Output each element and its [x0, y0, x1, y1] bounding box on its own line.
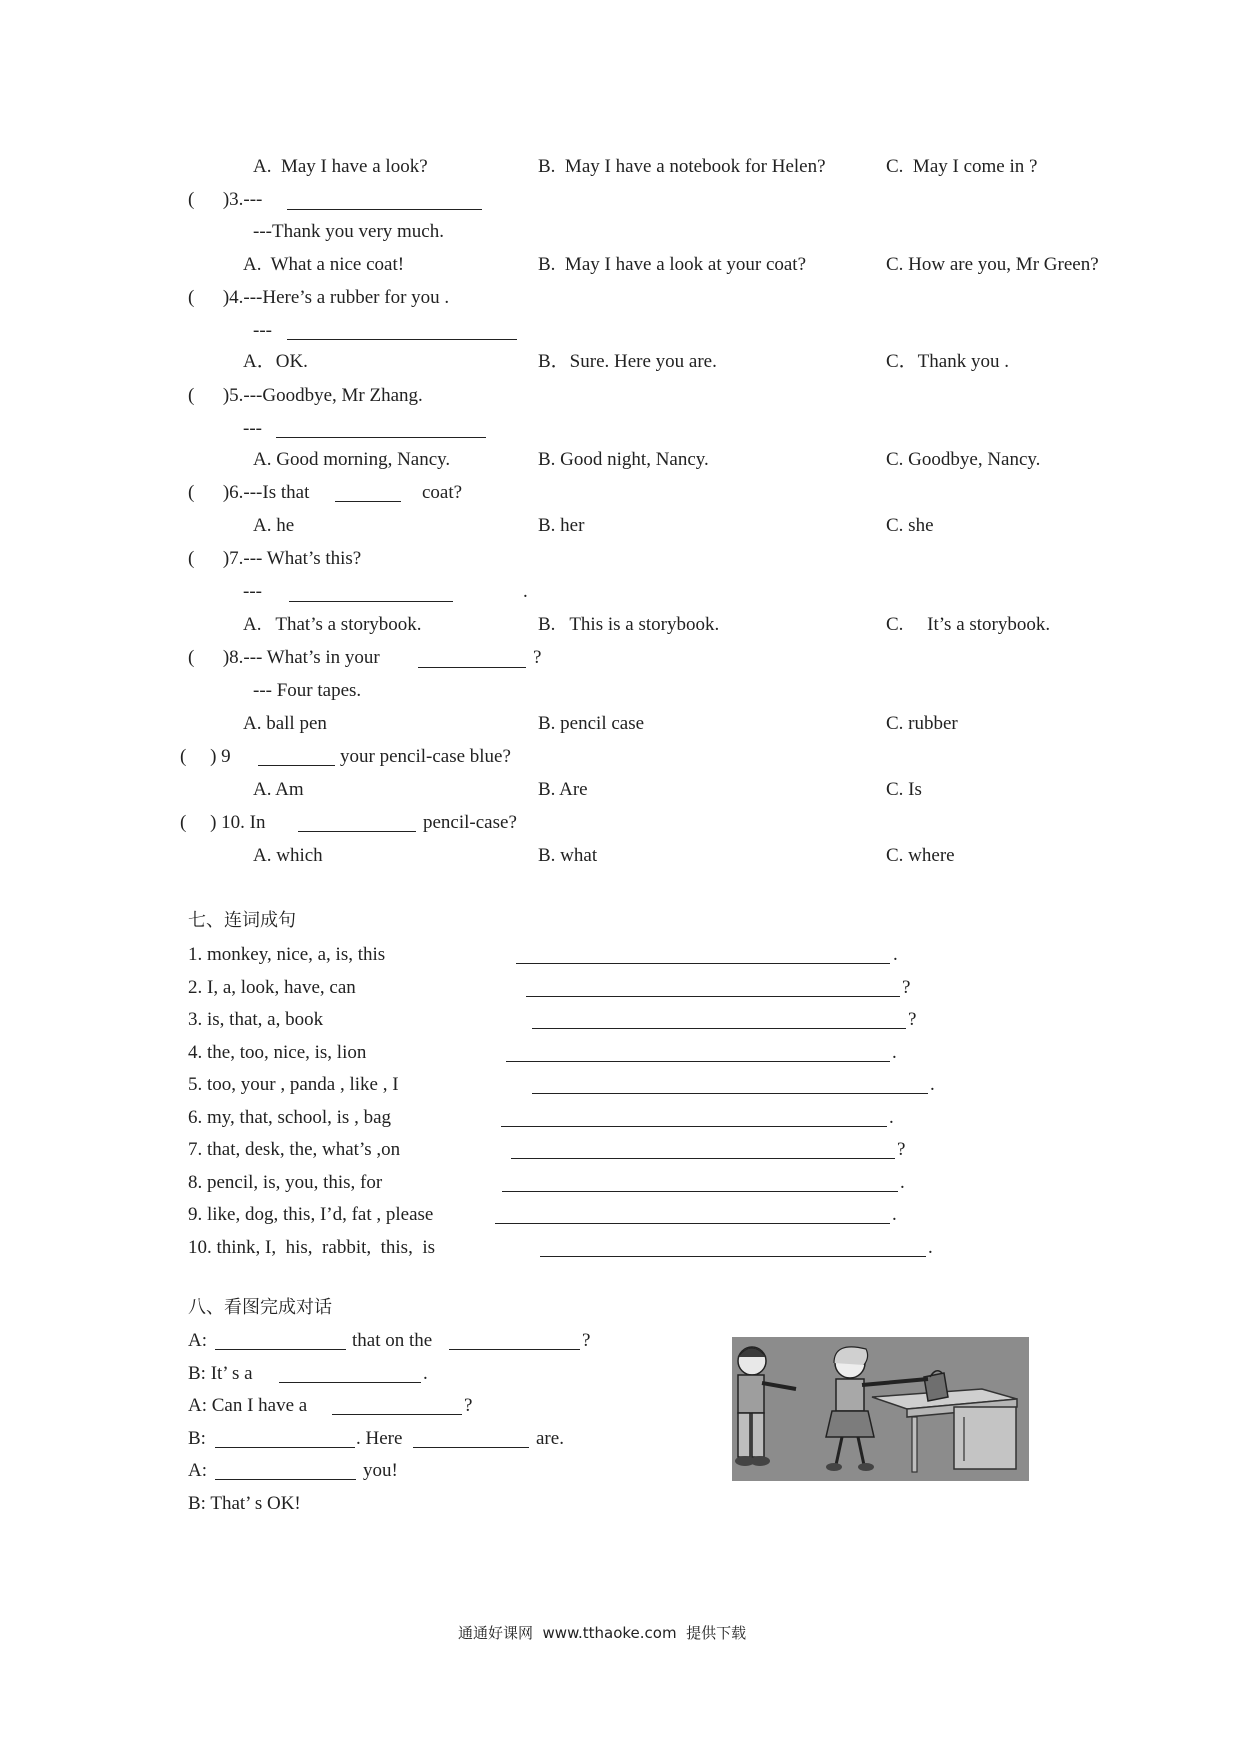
q9-stem: ( ) 9: [180, 746, 231, 767]
q3-option-c: C. How are you, Mr Green?: [886, 254, 1099, 275]
q6-stem-end: coat?: [422, 482, 463, 503]
s8-line1-start: A:: [188, 1330, 207, 1351]
q7-option-b: B. This is a storybook.: [538, 614, 720, 635]
s8-line3-start: A: Can I have a: [188, 1395, 308, 1416]
s8-line4-end: are.: [536, 1428, 564, 1449]
q8-answer-blank[interactable]: [418, 667, 526, 668]
s7-item-1: 1. monkey, nice, a, is, this: [188, 944, 386, 965]
q8-stem: ( )8.--- What’s in your: [188, 647, 380, 668]
q7-dot: .: [523, 581, 528, 602]
s7-end-4: .: [892, 1042, 897, 1063]
q6-option-c: C. she: [886, 515, 934, 536]
q5-option-a: A. Good morning, Nancy.: [253, 449, 451, 470]
q9-answer-blank[interactable]: [258, 765, 335, 766]
s7-answer-7[interactable]: [511, 1158, 895, 1159]
s8-line2-end: .: [423, 1363, 428, 1384]
s7-end-3: ?: [908, 1009, 917, 1030]
q8-qmark: ?: [533, 647, 542, 668]
s8-line2-start: B: It’ s a: [188, 1363, 253, 1384]
boy-girl-desk-illustration: [732, 1337, 1029, 1481]
q9-option-b: B. Are: [538, 779, 588, 800]
q7-answer-blank[interactable]: [289, 601, 453, 602]
s7-item-9: 9. like, dog, this, I’d, fat , please: [188, 1204, 434, 1225]
s7-end-1: .: [893, 944, 898, 965]
s8-line6: B: That’ s OK!: [188, 1493, 301, 1514]
q2-option-c: C. May I come in ?: [886, 156, 1038, 177]
q7-stem: ( )7.--- What’s this?: [188, 548, 362, 569]
q6-option-b: B. her: [538, 515, 585, 536]
s7-item-5: 5. too, your , panda , like , I: [188, 1074, 399, 1095]
s7-item-8: 8. pencil, is, you, this, for: [188, 1172, 383, 1193]
s7-end-8: .: [900, 1172, 905, 1193]
q5-answer-blank[interactable]: [276, 437, 486, 438]
s7-answer-4[interactable]: [506, 1061, 890, 1062]
q9-option-a: A. Am: [253, 779, 304, 800]
q9-option-c: C. Is: [886, 779, 922, 800]
s7-answer-9[interactable]: [495, 1223, 890, 1224]
q3-option-a: A. What a nice coat!: [243, 254, 405, 275]
s7-end-2: ?: [902, 977, 911, 998]
s7-answer-6[interactable]: [501, 1126, 887, 1127]
s7-item-4: 4. the, too, nice, is, lion: [188, 1042, 367, 1063]
q7-option-a: A. That’s a storybook.: [243, 614, 422, 635]
q3-stem: ( )3.---: [188, 189, 263, 210]
q5-option-b: B. Good night, Nancy.: [538, 449, 709, 470]
footer-credit: 通通好课网 www.tthaoke.com 提供下载: [458, 1624, 747, 1642]
q10-option-c: C. where: [886, 845, 955, 866]
s7-end-7: ?: [897, 1139, 906, 1160]
s7-answer-8[interactable]: [502, 1191, 898, 1192]
s8-line4-mid: . Here: [356, 1428, 403, 1449]
s7-answer-1[interactable]: [516, 963, 890, 964]
section7-heading: 七、连词成句: [188, 910, 296, 931]
q4-option-b: B．Sure. Here you are.: [538, 351, 717, 372]
s7-end-10: .: [928, 1237, 933, 1258]
q10-stem: ( ) 10. In: [180, 812, 266, 833]
q10-option-b: B. what: [538, 845, 598, 866]
s7-answer-2[interactable]: [526, 996, 900, 997]
q9-stem-end: your pencil-case blue?: [340, 746, 511, 767]
q8-option-a: A. ball pen: [243, 713, 327, 734]
q8-option-c: C. rubber: [886, 713, 958, 734]
q6-stem: ( )6.---Is that: [188, 482, 310, 503]
s8-line1-end: ?: [582, 1330, 591, 1351]
q6-option-a: A. he: [253, 515, 295, 536]
s8-line1-mid: that on the: [352, 1330, 433, 1351]
q4-dash: ---: [253, 320, 272, 341]
q3-reply: ---Thank you very much.: [253, 221, 444, 242]
s7-answer-10[interactable]: [540, 1256, 926, 1257]
s7-answer-3[interactable]: [532, 1028, 906, 1029]
s8-line3-blank[interactable]: [332, 1414, 462, 1415]
illustration-image: [732, 1337, 1029, 1481]
section8-heading: 八、看图完成对话: [188, 1297, 332, 1318]
q5-dash: ---: [243, 418, 262, 439]
s8-line4-blank2[interactable]: [413, 1447, 529, 1448]
q3-answer-blank[interactable]: [287, 209, 482, 210]
s7-end-5: .: [930, 1074, 935, 1095]
q2-option-b: B. May I have a notebook for Helen?: [538, 156, 826, 177]
q10-stem-end: pencil-case?: [423, 812, 517, 833]
q2-option-a: A. May I have a look?: [253, 156, 428, 177]
s7-item-2: 2. I, a, look, have, can: [188, 977, 356, 998]
s8-line1-blank1[interactable]: [215, 1349, 346, 1350]
s8-line1-blank2[interactable]: [449, 1349, 580, 1350]
q5-stem: ( )5.---Goodbye, Mr Zhang.: [188, 385, 423, 406]
q8-option-b: B. pencil case: [538, 713, 645, 734]
s8-line5-start: A:: [188, 1460, 207, 1481]
q8-reply: --- Four tapes.: [253, 680, 362, 701]
q7-dash: ---: [243, 581, 262, 602]
s7-item-6: 6. my, that, school, is , bag: [188, 1107, 391, 1128]
q6-answer-blank[interactable]: [335, 501, 401, 502]
s8-line4-blank1[interactable]: [215, 1447, 355, 1448]
q4-stem: ( )4.---Here’s a rubber for you .: [188, 287, 450, 308]
s8-line3-end: ?: [464, 1395, 473, 1416]
s8-line2-blank[interactable]: [279, 1382, 421, 1383]
q10-answer-blank[interactable]: [298, 831, 416, 832]
s8-line4-start: B:: [188, 1428, 206, 1449]
q4-option-a: A．OK.: [243, 351, 308, 372]
q10-option-a: A. which: [253, 845, 323, 866]
s8-line5-end: you!: [363, 1460, 398, 1481]
q3-option-b: B. May I have a look at your coat?: [538, 254, 807, 275]
s7-answer-5[interactable]: [532, 1093, 928, 1094]
s8-line5-blank[interactable]: [215, 1479, 356, 1480]
s7-item-10: 10. think, I, his, rabbit, this, is: [188, 1237, 435, 1258]
s7-item-7: 7. that, desk, the, what’s ,on: [188, 1139, 401, 1160]
q4-option-c: C．Thank you .: [886, 351, 1009, 372]
s7-end-9: .: [892, 1204, 897, 1225]
s7-item-3: 3. is, that, a, book: [188, 1009, 324, 1030]
q7-option-c: C. It’s a storybook.: [886, 614, 1051, 635]
q5-option-c: C. Goodbye, Nancy.: [886, 449, 1041, 470]
s7-end-6: .: [889, 1107, 894, 1128]
q4-answer-blank[interactable]: [287, 339, 517, 340]
